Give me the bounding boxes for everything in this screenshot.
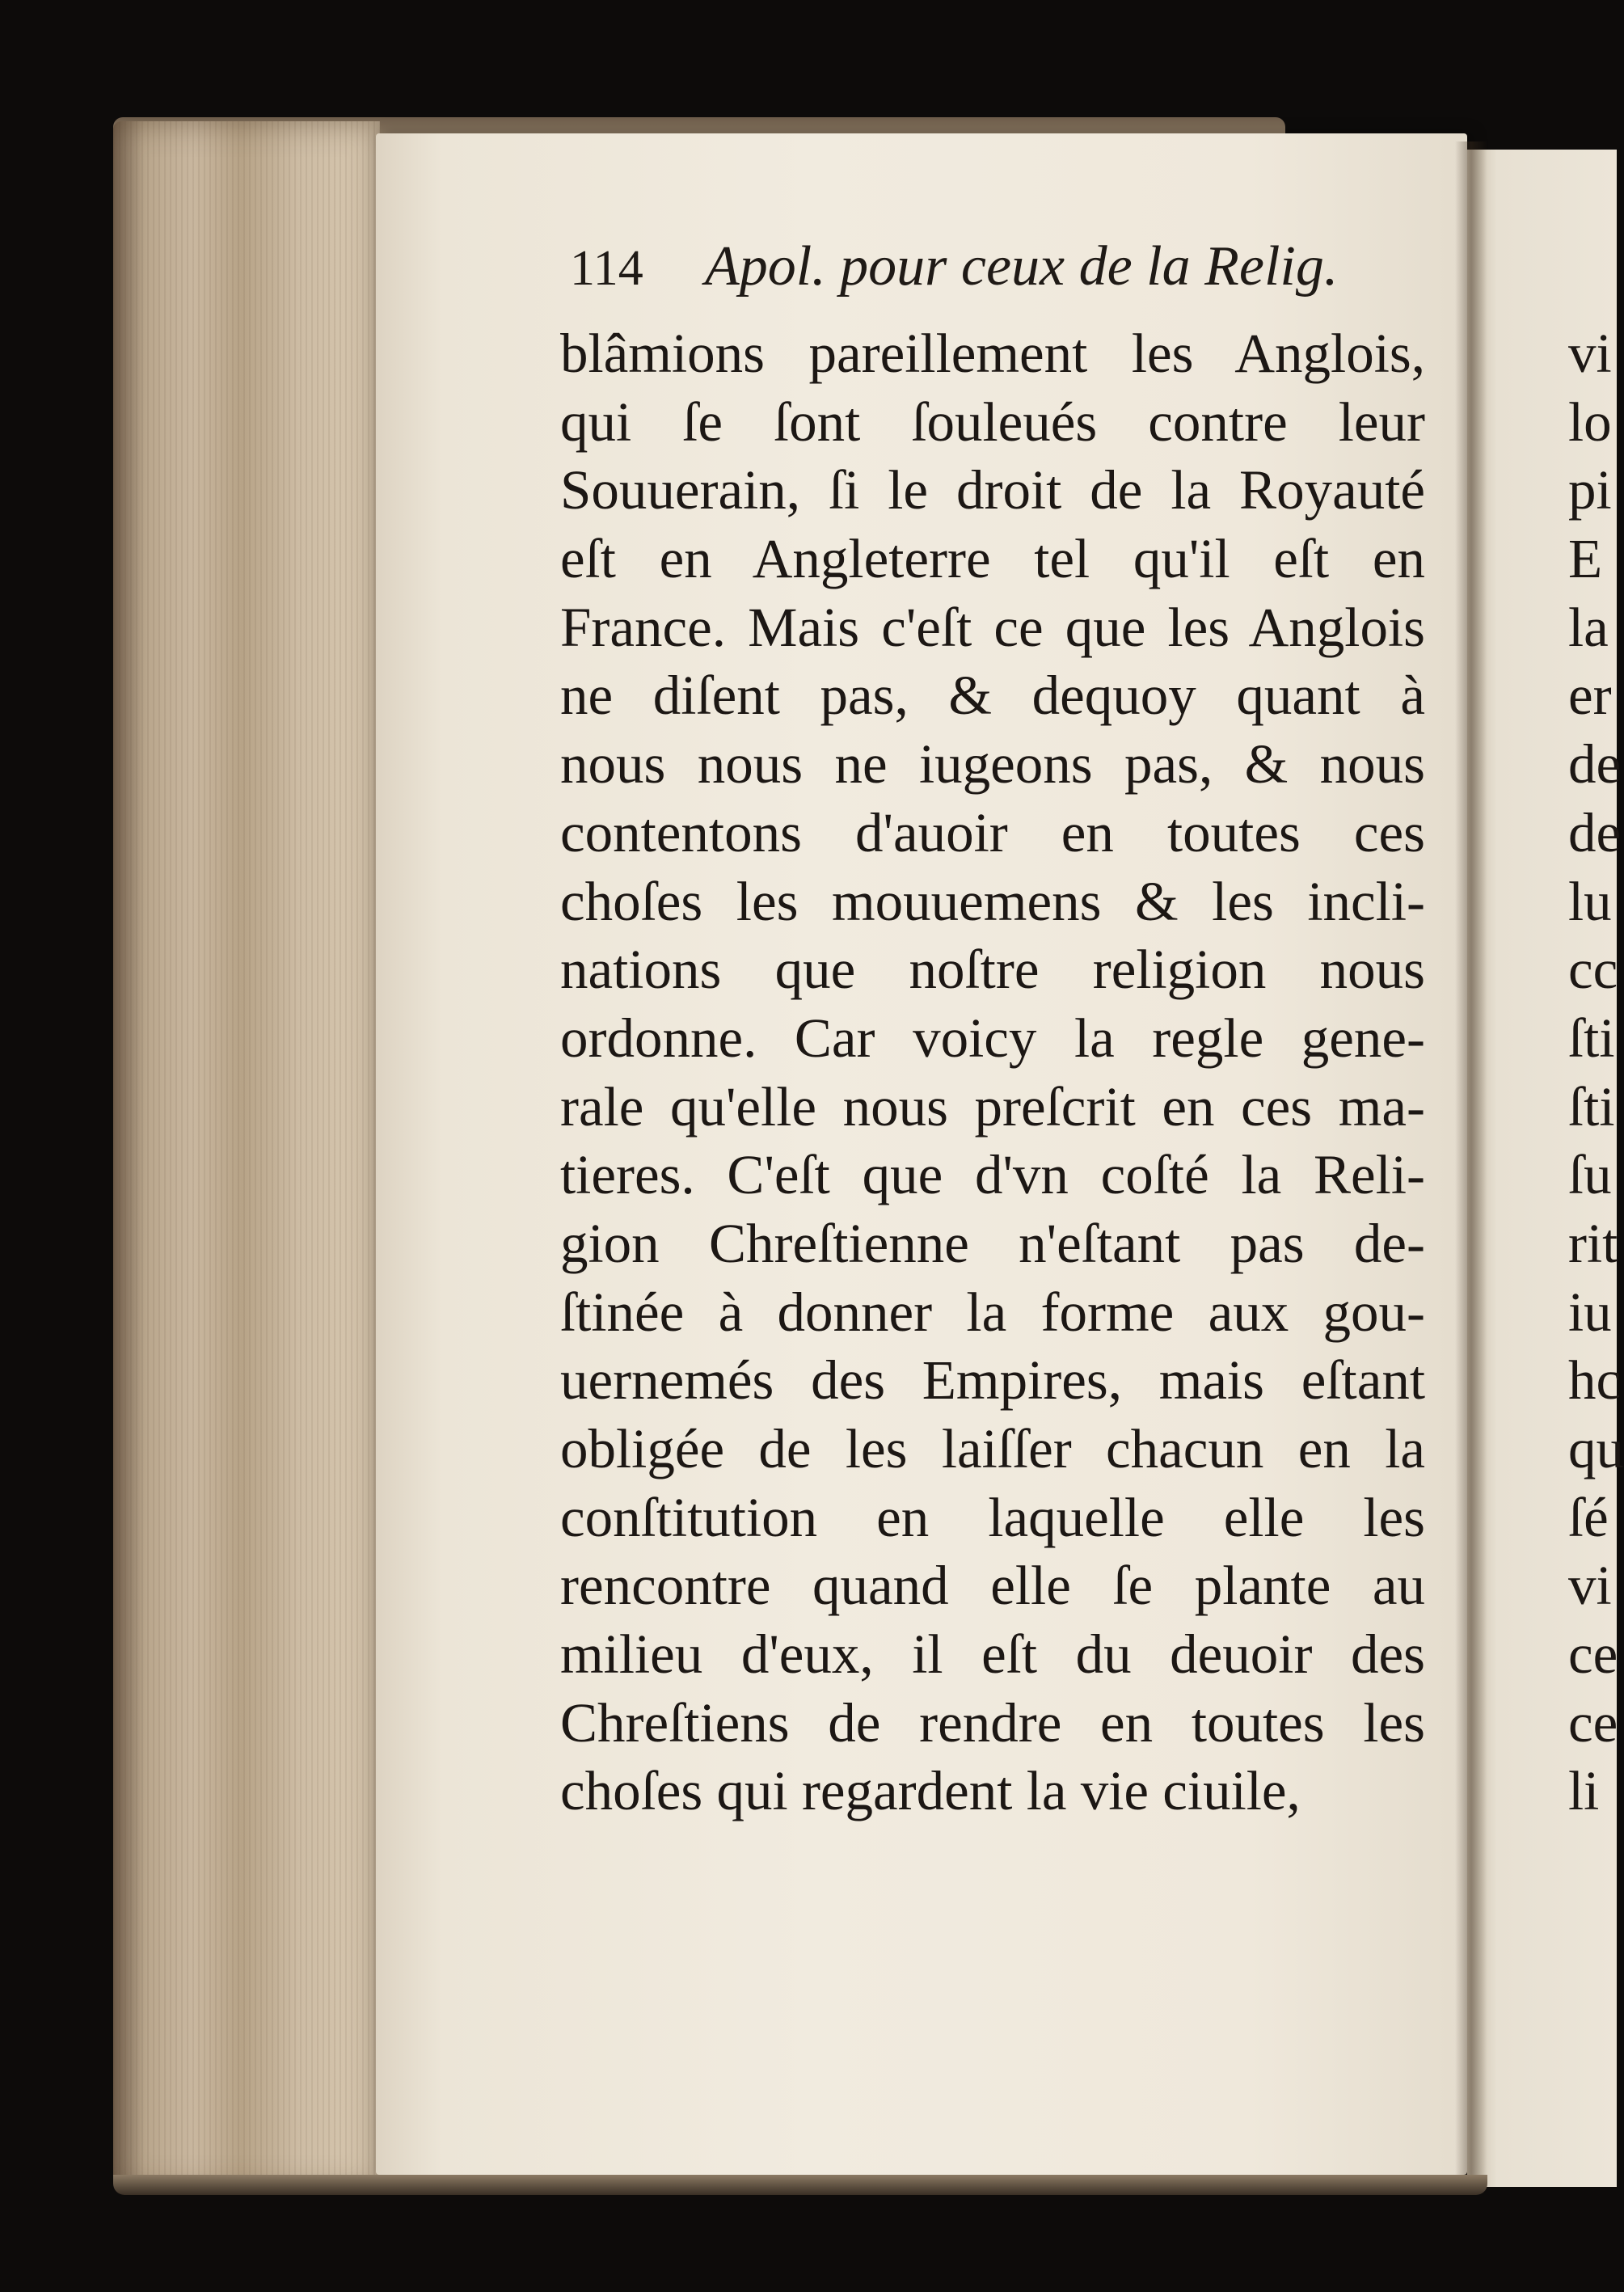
facing-text-fragment: qu [1568, 1418, 1624, 1479]
running-title: Apol. pour ceux de la Relig. [704, 235, 1339, 298]
text-line: uernemés des Empires, mais eſtant [560, 1349, 1425, 1412]
facing-text-fragment: ſti [1568, 1007, 1615, 1069]
facing-text-fragment: ſé [1568, 1486, 1609, 1548]
page-number: 114 [570, 241, 643, 296]
text-line: Chreſtiens de rendre en toutes les [560, 1691, 1425, 1754]
text-line: tieres. C'eſt que d'vn coſté la Reli- [560, 1144, 1425, 1206]
body-text [560, 319, 1425, 1826]
text-line: contentons d'auoir en toutes ces [560, 801, 1425, 863]
text-line: eſt en Angleterre tel qu'il eſt en [560, 528, 1425, 590]
text-line: gion Chreſtienne n'eſtant pas de- [560, 1212, 1425, 1274]
facing-text-fragment: E [1568, 528, 1603, 590]
facing-text-fragment: ce [1568, 1623, 1618, 1686]
facing-text-fragment: pi [1568, 459, 1612, 521]
text-line: rencontre quand elle ſe plante au [560, 1555, 1425, 1617]
text-line: nous nous ne iugeons pas, & nous [560, 733, 1425, 796]
facing-page-text [1568, 319, 1624, 1826]
facing-text-fragment: vi [1568, 1555, 1612, 1617]
text-line: ne diſent pas, & dequoy quant à [560, 665, 1425, 727]
facing-text-fragment: ce [1568, 1691, 1618, 1754]
facing-text-fragment: ſu [1568, 1144, 1612, 1206]
text-line: blâmions pareillement les Anglois, [560, 323, 1425, 384]
running-head [570, 234, 1378, 323]
facing-text-fragment: rit [1568, 1212, 1618, 1274]
facing-text-fragment: ſti [1568, 1075, 1615, 1138]
text-line: rale qu'elle nous preſcrit en ces ma- [560, 1075, 1425, 1138]
facing-text-fragment: cc [1568, 939, 1618, 1001]
text-line: France. Mais c'eſt ce que les Anglois [560, 596, 1425, 658]
text-line: nations que noſtre religion nous [560, 939, 1425, 1001]
text-line: ordonne. Car voicy la regle gene- [560, 1007, 1425, 1069]
text-line: qui ſe ſont ſouleués contre leur [560, 390, 1425, 453]
text-line: choſes qui regardent la vie ciuile, [560, 1760, 1301, 1822]
text-line: obligée de les laiſſer chacun en la [560, 1418, 1425, 1479]
facing-text-fragment: er [1568, 665, 1612, 727]
page-stack-edge [113, 121, 380, 2191]
text-line: ſtinée à donner la forme aux gou- [560, 1281, 1425, 1343]
text-line: choſes les mouuemens & les incli- [560, 870, 1425, 932]
facing-text-fragment: de [1568, 733, 1622, 796]
text-line: milieu d'eux, il eſt du deuoir des [560, 1623, 1425, 1686]
facing-text-fragment: iu [1568, 1281, 1612, 1343]
facing-text-fragment: lo [1568, 390, 1612, 453]
text-line: Souuerain, ſi le droit de la Royauté [560, 459, 1425, 521]
book-gutter [1455, 141, 1487, 2191]
facing-text-fragment: de [1568, 801, 1622, 863]
facing-text-fragment: li [1568, 1760, 1600, 1822]
facing-text-fragment: la [1568, 596, 1609, 658]
facing-text-fragment: vi [1568, 323, 1612, 384]
text-line: conſtitution en laquelle elle les [560, 1486, 1425, 1548]
facing-text-fragment: hc [1568, 1349, 1622, 1412]
book-bottom-edge [113, 2175, 1487, 2195]
facing-text-fragment: lu [1568, 870, 1612, 932]
